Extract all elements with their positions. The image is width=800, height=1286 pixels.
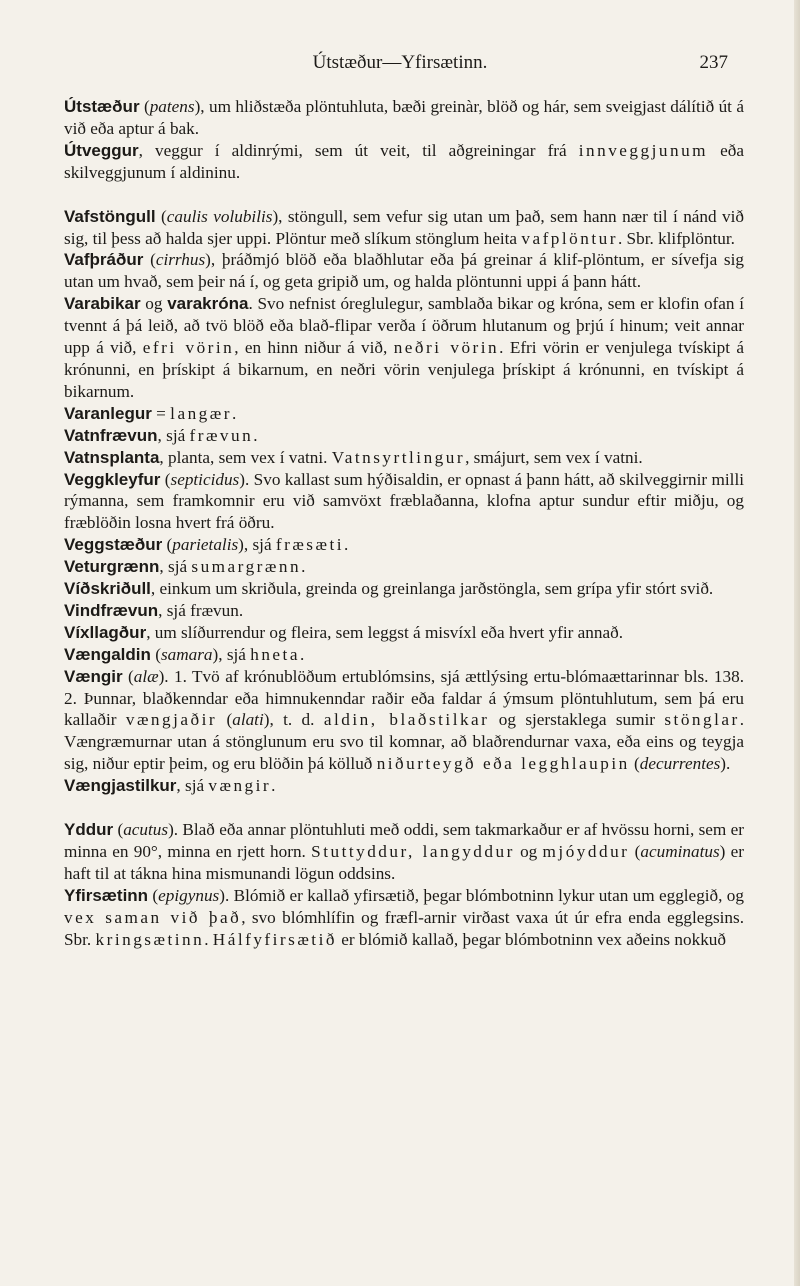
headword: Varanlegur	[64, 403, 152, 423]
headword: Vafþráður	[64, 250, 144, 270]
headword: Veggkleyfur	[64, 469, 161, 489]
entry-veggkleyfur: Veggkleyfur (septicidus). Svo kallast sum hýðisaldin, er opnast á þann hátt, að skilveggirnir milli rýmanna, sem framkomnir eru við samvöxt fræblaðanna, klofna aptur sundur eftir miðju, og fræblöðin losna hvert frá öðru.	[64, 469, 744, 533]
entry-vaengaldin: Vængaldin (samara), sjá hneta.	[64, 644, 305, 664]
entry-vidskridull: Víðskriðull, einkum um skriðula, greinda og greinlanga jarðstöngla, sem grípa yfir stórt svið.	[64, 579, 714, 599]
headword: Vængaldin	[64, 644, 151, 664]
headword: Veggstæður	[64, 535, 163, 555]
headword: Vatnfrævun	[64, 425, 158, 445]
entry-vatnsplanta: Vatnsplanta, planta, sem vex í vatni. Vatnsyrtlingur, smájurt, sem vex í vatni.	[64, 447, 643, 467]
headword: Yddur	[64, 820, 114, 840]
entry-varabikar: Varabikar og varakróna. Svo nefnist óreglulegur, samblaða bikar og króna, sem er klofin ofan í tvennt á þá leið, að tvö blöð eða blað-flipar verða í öðrum hlutanum og þrjú í hinum; veit annar upp á við, efri vörin, en hinn niður á við, neðri vörin. Efri vörin er venjulega tvískipt á krónunni, en þrískipt á bikarnum, en neðri vörin venjulega þrískipt á krónunni, en tvískipt á bikarnum.	[64, 294, 744, 401]
entry-yddur: Yddur (acutus). Blað eða annar plöntuhluti með oddi, sem takmarkaður er af hvössu horni, sem er minna en 90°, minna en rjett horn. Stuttyddur, langyddur og mjóyddur (acuminatus) er haft til at tákna hina mismunandi lögun oddsins.	[64, 820, 744, 883]
headword: Veturgrænn	[64, 557, 160, 577]
headword: Útveggur	[64, 140, 139, 160]
running-header	[0, 52, 800, 82]
entry-varanlegur: Varanlegur = langær.	[64, 403, 237, 423]
entry-vaengjastilkur: Vængjastilkur, sjá vængir.	[64, 776, 276, 796]
headword: Yfirsætinn	[64, 885, 149, 905]
headword: Víxllagður	[64, 622, 147, 642]
headword: Vafstöngull	[64, 206, 156, 226]
entry-vafstongull: Vafstöngull (caulis volubilis), stöngull, sem vefur sig utan um það, sem hann nær til í nánd við sig, til þess að halda sjer uppi. Plöntur með slíkum stönglum heita vafplöntur. Sbr. klifplöntur.	[64, 206, 744, 248]
headword: Vængir	[64, 666, 123, 686]
entry-vindfraevun: Vindfrævun, sjá frævun.	[64, 600, 244, 620]
entry-yfirsaetinn: Yfirsætinn (epigynus). Blómið er kallað yfirsætið, þegar blómbotninn lykur utan um egglegið, og vex saman við það, svo blómhlífin og fræfl-arnir virðast vaxa út úr efra enda egglegsins. Sbr. kringsætinn. Hálfyfirsætið er blómið kallað, þegar blómbotninn vex aðeins nokkuð	[64, 885, 744, 949]
entry-vatnfraevun: Vatnfrævun, sjá frævun.	[64, 425, 258, 445]
entry-vaengir: Vængir (alæ). 1. Tvö af krónublöðum ertublómsins, sjá ættlýsing ertu-blómaættarinnar bls. 138. 2. Þunnar, blaðkenndar eða himnukenndar raðir eða faldar á ýmsum plöntuhlutum, sem þá eru kallaðir vængjaðir (alati), t. d. aldin, blaðstilkar og sjerstaklega sumir stönglar. Vængræmurnar utan á stönglunum eru svo til komnar, að blaðrendurnar vaxa, eða eins og teygja sig, niður eptir þeim, og eru blöðin þá kölluð niðurteygð eða legghlaupin (decurrentes).	[64, 666, 745, 774]
headword: Útstæður	[64, 97, 140, 116]
page-edge	[794, 0, 800, 1286]
entry-veggstaedur: Veggstæður (parietalis), sjá fræsæti.	[64, 535, 349, 555]
entry-utstaedur: Útstæður (patens), um hliðstæða plöntuhluta, bæði greinàr, blöð og hár, sem sveigjast dálítið út á við eða aptur á bak.	[64, 97, 744, 138]
headword: Vængjastilkur	[64, 776, 177, 796]
entry-utveggur: Útveggur, veggur í aldinrými, sem út veit, til aðgreiningar frá innveggjunum eða skilveggjunum í aldininu.	[64, 140, 744, 182]
entry-vafthradur: Vafþráður (cirrhus), þráðmjó blöð eða blaðhlutar eða þá greinar á klif-plöntum, er sívefja sig utan um hvað, sem þeir ná í, og geta gripið um, og halda plöntunni uppi á þann hátt.	[64, 250, 744, 292]
headword-2: varakróna	[167, 294, 249, 314]
glossary-text	[64, 96, 744, 951]
headword: Varabikar	[64, 294, 141, 314]
headword: Víðskriðull	[64, 579, 151, 599]
header-title: Útstæður—Yfirsætinn.	[312, 52, 488, 73]
headword: Vindfrævun	[64, 600, 159, 620]
entry-veturgraenn: Veturgrænn, sjá sumargrænn.	[64, 557, 306, 577]
page-number: 237	[699, 52, 728, 73]
headword: Vatnsplanta	[64, 447, 160, 467]
entry-vixllagdur: Víxllagður, um slíðurrendur og fleira, sem leggst á misvíxl eða hvert yfir annað.	[64, 622, 624, 642]
